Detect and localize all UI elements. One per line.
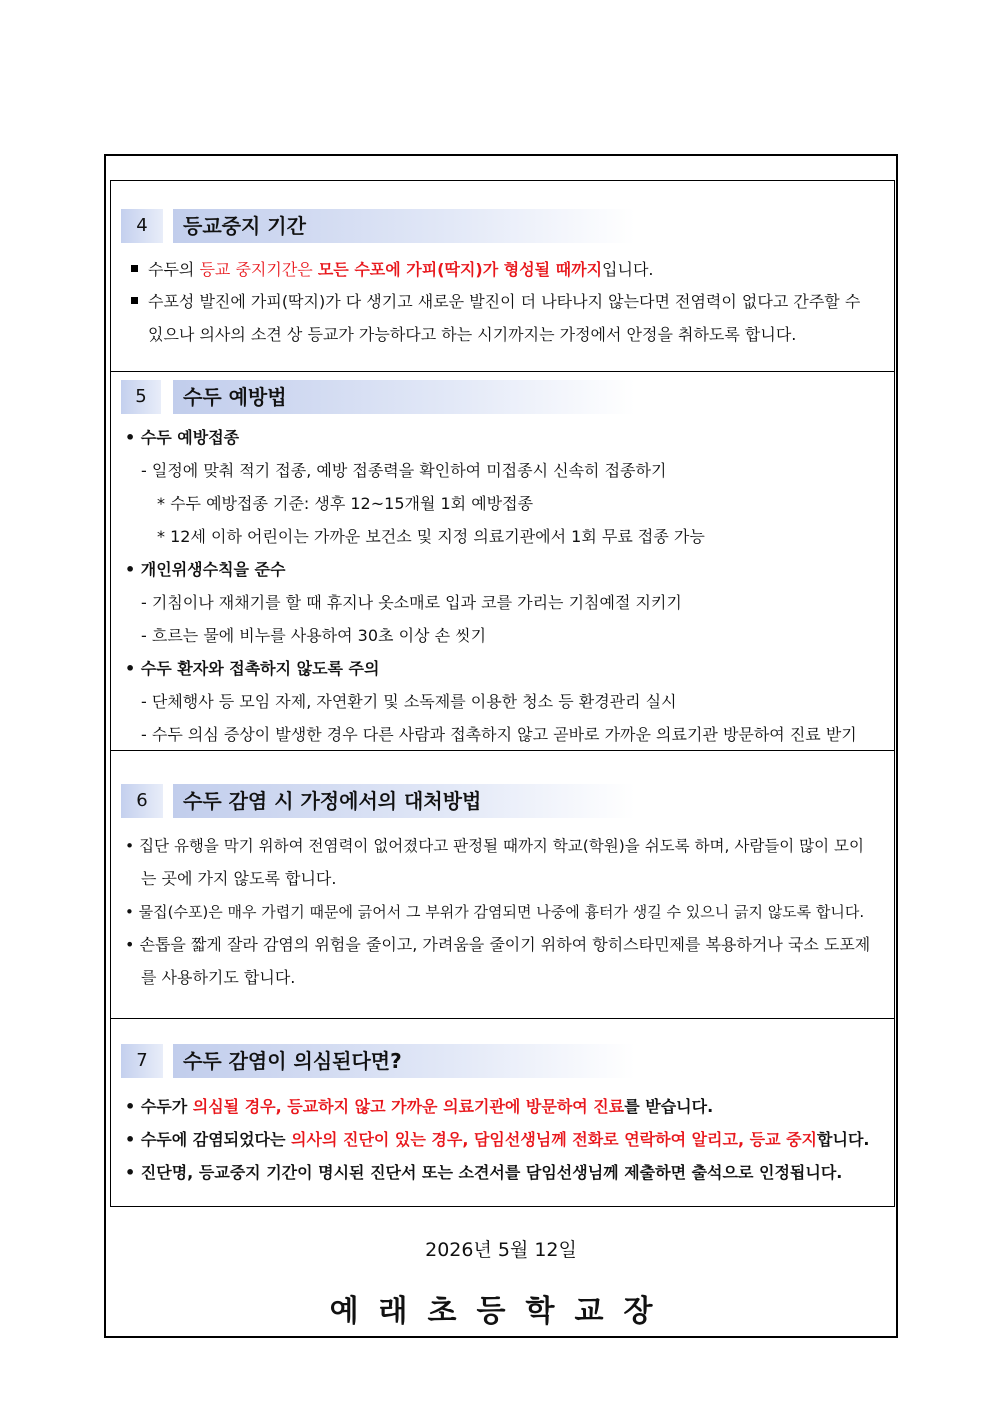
bullet-heading: • 개인위생수칙을 준수 [125,560,286,579]
section-5-header [121,380,635,414]
section-7-header [121,1044,635,1078]
paragraph-line: • 집단 유행을 막기 위하여 전염력이 없어졌다고 판정될 때까지 학교(학원)을 쉬도록 하며, 사람들이 많이 모이 [125,837,864,855]
section-4 [110,180,895,372]
section-title: 수두 감염이 의심된다면? [173,1044,635,1078]
section-7 [110,1018,895,1207]
section-number: 6 [121,784,163,818]
bullet-heading: • 수두 환자와 접촉하지 않도록 주의 [125,659,380,678]
paragraph-line: 는 곳에 가지 않도록 합니다. [141,869,337,888]
dash-item: - 일정에 맞춰 적기 접종, 예방 접종력을 확인하여 미접종시 신속히 접종하기 [141,461,667,480]
dash-item: - 흐르는 물에 비누를 사용하여 30초 이상 손 씻기 [141,626,487,645]
paragraph-line: 수두의 등교 중지기간은 모든 수포에 가피(딱지)가 형성될 때까지입니다. [131,259,654,281]
dash-item: - 기침이나 재채기를 할 때 휴지나 옷소매로 입과 코를 가리는 기침예절 지키기 [141,593,682,612]
dash-item: - 단체행사 등 모임 자제, 자연환기 및 소독제를 이용한 청소 등 환경관리 실시 [141,692,677,711]
square-bullet-icon [131,265,138,272]
section-number: 7 [121,1044,163,1078]
issue-date: 2026년 5월 12일 [425,1239,577,1261]
note-item: * 12세 이하 어린이는 가까운 보건소 및 지정 의료기관에서 1회 무료 접종 가능 [157,527,705,546]
paragraph-line: 있으나 의사의 소견 상 등교가 가능하다고 하는 시기까지는 가정에서 안정을 취하도록 합니다. [148,325,797,344]
section-5 [110,371,895,751]
paragraph-line: 를 사용하기도 합니다. [141,968,296,987]
section-title: 등교중지 기간 [173,209,635,243]
square-bullet-icon [131,297,138,304]
section-6-header [121,784,635,818]
paragraph-line: • 수두에 감염되었다는 의사의 진단이 있는 경우, 담임선생님께 전화로 연락하여 알리고, 등교 중지합니다. [125,1130,870,1149]
dash-item: - 수두 의심 증상이 발생한 경우 다른 사람과 접촉하지 않고 곧바로 가까운 의료기관 방문하여 진료 받기 [141,725,857,744]
principal-signature: 예래초등학교장 [329,1294,673,1329]
section-title: 수두 감염 시 가정에서의 대처방법 [173,784,635,818]
paragraph-line: • 수두가 의심될 경우, 등교하지 않고 가까운 의료기관에 방문하여 진료를 받습니다. [125,1097,714,1116]
paragraph-line: • 손톱을 짧게 잘라 감염의 위험을 줄이고, 가려움을 줄이기 위하여 항히스타민제를 복용하거나 국소 도포제 [125,935,871,954]
paragraph-line: • 물집(수포)은 매우 가렵기 때문에 긁어서 그 부위가 감염되면 나중에 흉터가 생길 수 있으니 긁지 않도록 합니다. [125,903,865,921]
section-4-header [121,209,635,243]
section-number: 5 [121,380,161,414]
paragraph-line: • 진단명, 등교중지 기간이 명시된 진단서 또는 소견서를 담임선생님께 제출하면 출석으로 인정됩니다. [125,1163,843,1182]
section-title: 수두 예방법 [173,380,635,414]
section-number: 4 [121,209,163,243]
section-6 [110,750,895,1019]
paragraph-line: 수포성 발진에 가피(딱지)가 다 생기고 새로운 발진이 더 나타나지 않는다면 전염력이 없다고 간주할 수 [131,291,860,313]
bullet-heading: • 수두 예방접종 [125,428,240,447]
note-item: * 수두 예방접종 기준: 생후 12~15개월 1회 예방접종 [157,494,534,513]
